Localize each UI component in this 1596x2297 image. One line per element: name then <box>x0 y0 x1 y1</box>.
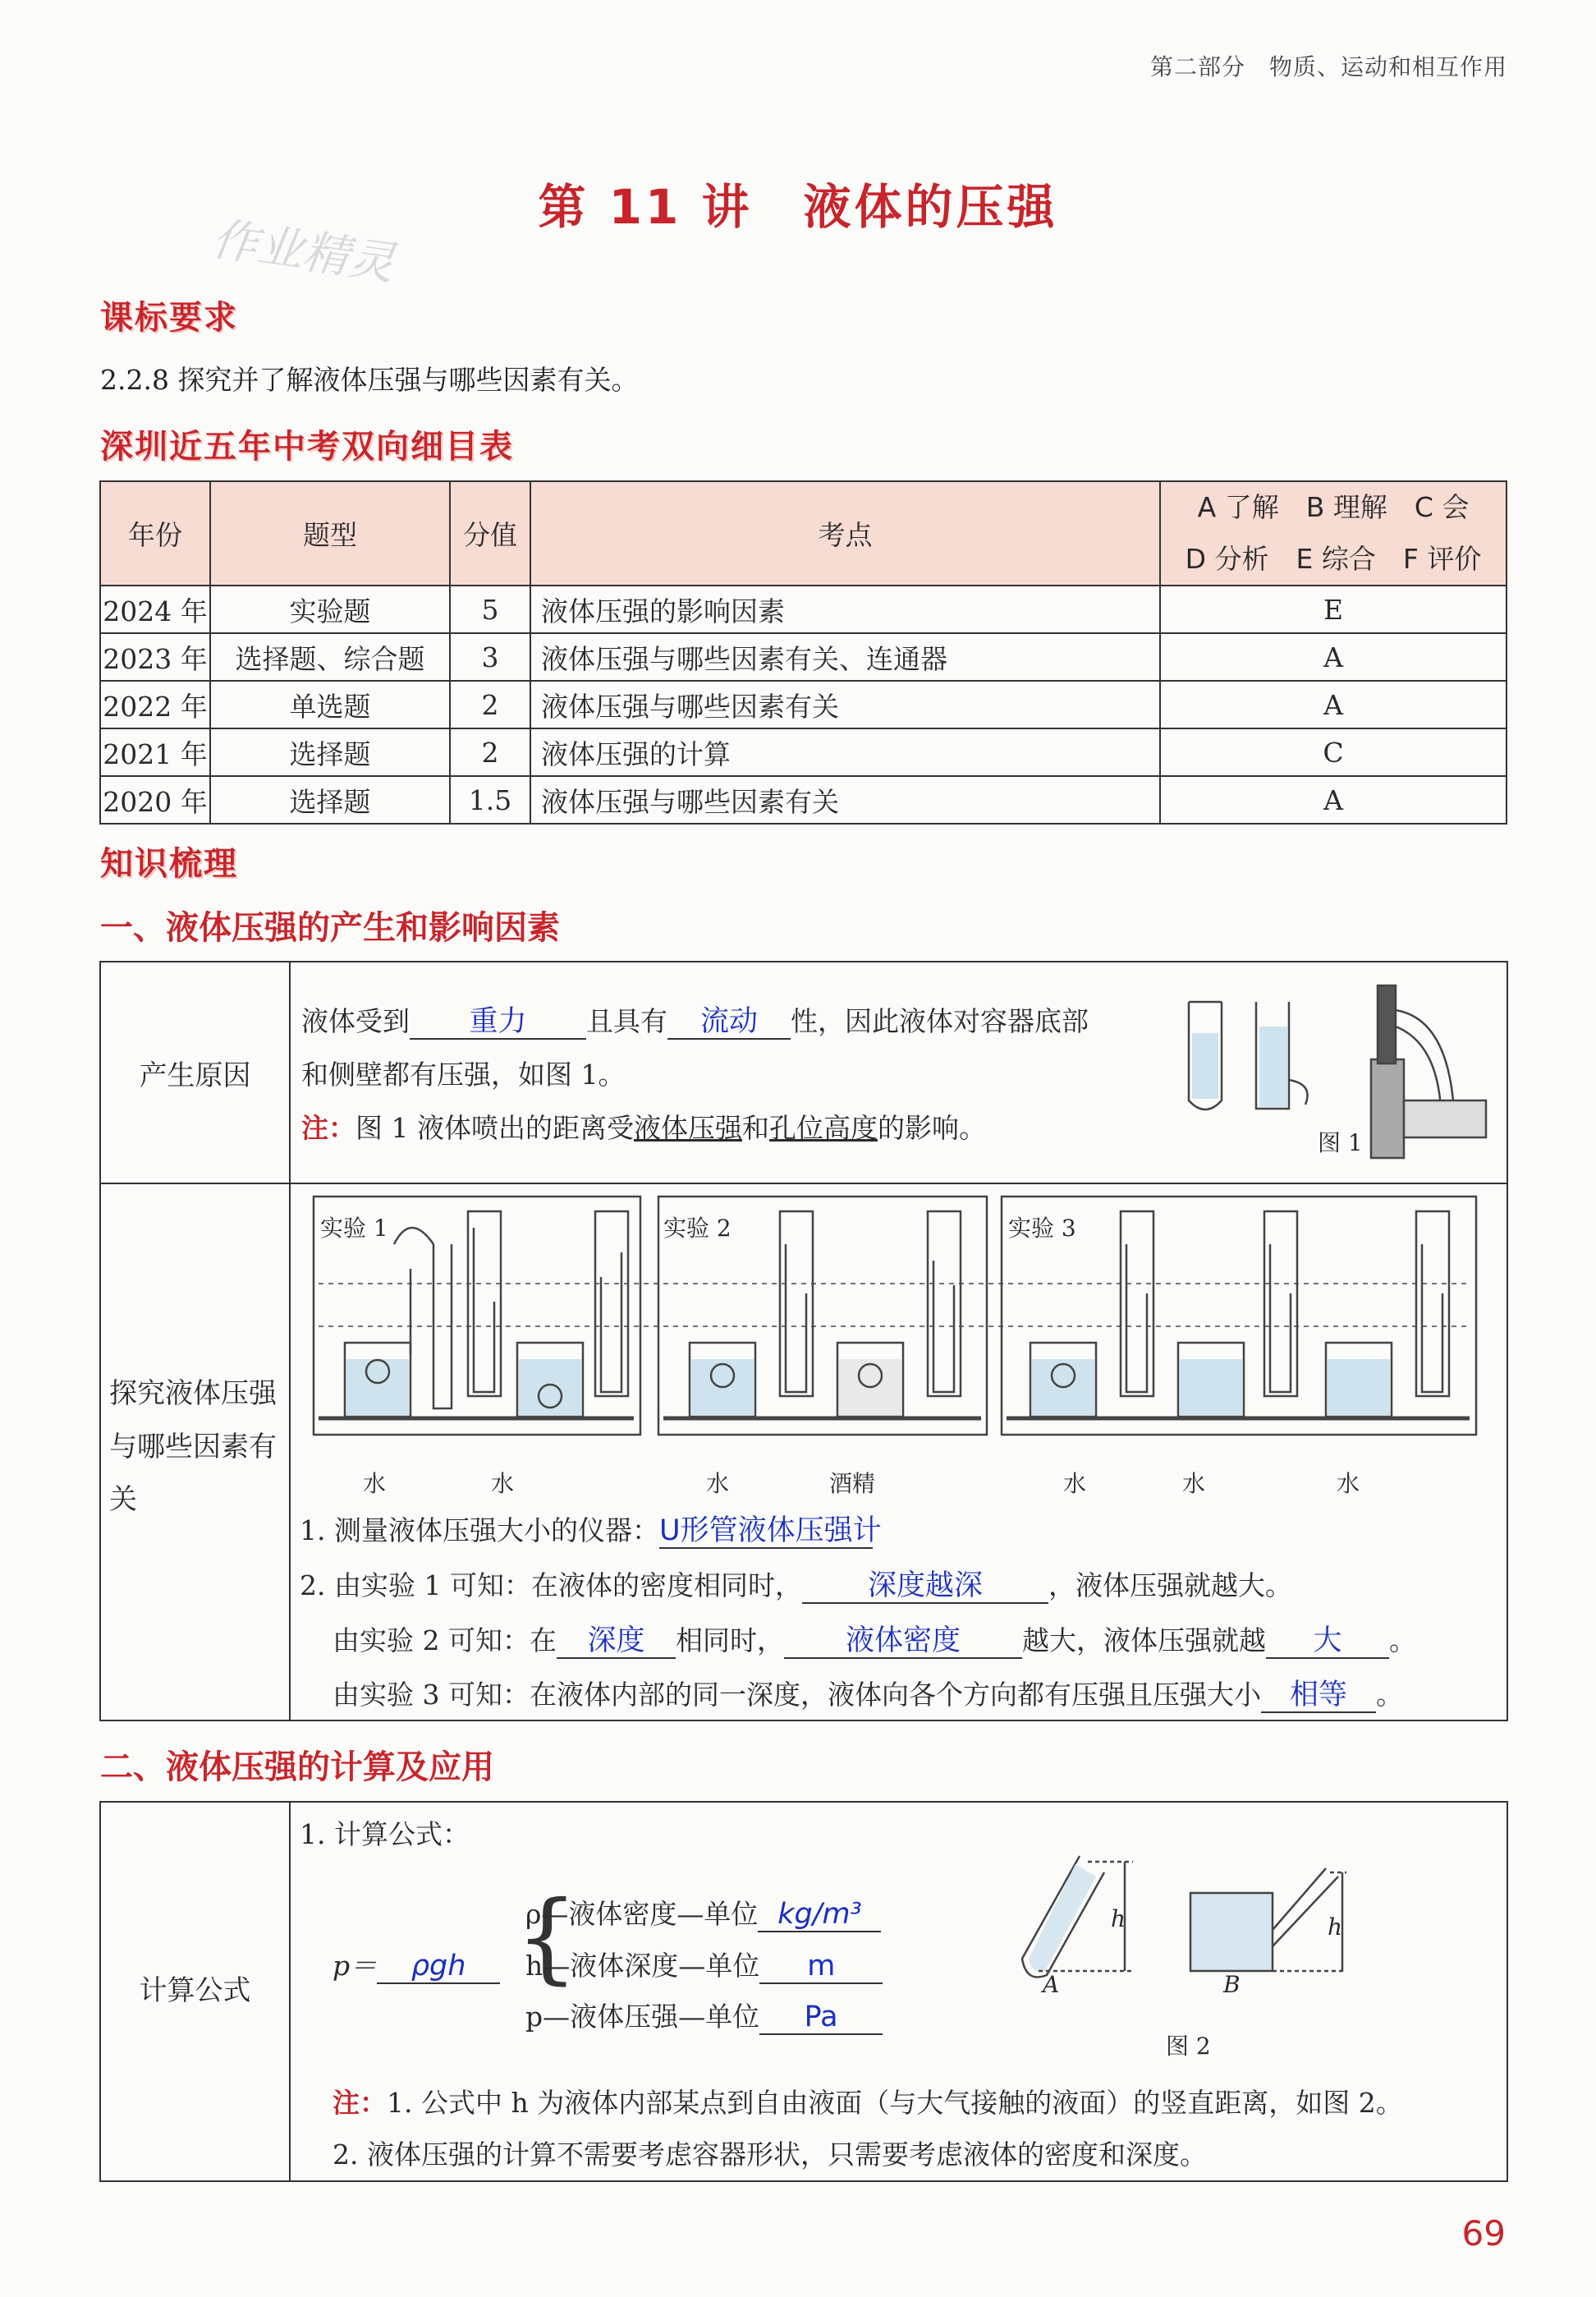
formula-note-1 <box>332 2082 1403 2120</box>
blank-flow: 流动 <box>667 1006 791 1040</box>
q3-text-b: 相同时， <box>675 1624 784 1656</box>
liquid-label-alcohol: 酒精 <box>829 1470 876 1497</box>
part2-divider <box>289 1801 291 2181</box>
row-type: 选择题 <box>210 776 450 824</box>
exam-table <box>99 480 1507 825</box>
rho-text: ρ—液体密度—单位 <box>525 1898 759 1930</box>
part1-divider <box>289 961 291 1720</box>
h-line <box>525 1945 883 1984</box>
height-label: h <box>1111 1905 1126 1932</box>
blank-gravity: 重力 <box>410 1006 586 1040</box>
question-2 <box>300 1564 1292 1604</box>
table-row <box>100 681 1507 728</box>
q4-text-a: 由实验 3 可知：在液体内部的同一深度，液体向各个方向都有压强且压强大小 <box>332 1679 1261 1711</box>
row-point: 液体压强的影响因素 <box>530 586 1160 633</box>
figure-2-illustration <box>1014 1852 1359 2016</box>
q3-text-d: 。 <box>1388 1624 1416 1656</box>
exp3-label: 实验 3 <box>1008 1215 1076 1242</box>
note-underline-1: 液体压强 <box>633 1112 742 1144</box>
question-4 <box>332 1674 1403 1713</box>
row-point: 液体压强与哪些因素有关 <box>530 776 1160 824</box>
col-point: 考点 <box>530 481 1160 586</box>
exam-table-heading: 深圳近五年中考双向细目表 <box>100 428 514 466</box>
cause-note <box>301 1107 986 1146</box>
section-header: 第二部分 物质、运动和相互作用 <box>1149 53 1507 80</box>
lesson-title: 第 11 讲 液体的压强 <box>538 179 1058 235</box>
table-row <box>100 776 1507 824</box>
table-row <box>100 586 1507 633</box>
row-type: 实验题 <box>210 586 450 633</box>
blank-h-unit: m <box>759 1950 883 1984</box>
row-level: E <box>1160 586 1507 633</box>
col-level <box>1160 481 1507 586</box>
row-score: 3 <box>450 633 530 681</box>
note-1-text: 1. 公式中 h 为液体内部某点到自由液面（与大气接触的液面）的竖直距离，如图 2。 <box>387 2087 1403 2119</box>
part2-title: 二、液体压强的计算及应用 <box>100 1748 494 1786</box>
formula-label: 计算公式 <box>139 1974 251 2007</box>
formula-main <box>332 1945 500 1984</box>
liquid-label: 水 <box>491 1470 515 1497</box>
row-point: 液体压强与哪些因素有关、连通器 <box>530 633 1160 681</box>
p-text: p—液体压强—单位 <box>525 2001 760 2033</box>
blank-depth: 深度 <box>557 1625 676 1659</box>
liquid-label: 水 <box>1182 1470 1206 1497</box>
page-number: 69 <box>1461 2213 1506 2253</box>
note-text-a: 图 1 液体喷出的距离受 <box>355 1112 634 1144</box>
blank-density: 液体密度 <box>784 1625 1022 1659</box>
level-header-1: A 了解 B 理解 C 会 <box>1197 491 1470 523</box>
liquid-label: 水 <box>706 1470 730 1497</box>
col-type: 题型 <box>210 481 450 586</box>
liquid-label: 水 <box>1063 1470 1087 1497</box>
note-text-b: 和 <box>741 1112 769 1144</box>
cause-text-c: 性，因此液体对容器底部 <box>791 1005 1089 1037</box>
row-level: A <box>1160 633 1507 681</box>
part1-title: 一、液体压强的产生和影响因素 <box>100 909 560 947</box>
p-line <box>525 1996 883 2035</box>
row-type: 选择题、综合题 <box>210 633 450 681</box>
explore-label-text: 探究液体压强与哪些因素有关 <box>109 1377 277 1517</box>
row-score: 1.5 <box>450 776 530 824</box>
row-score: 2 <box>450 681 530 728</box>
cause-label: 产生原因 <box>139 1059 251 1092</box>
standards-heading: 课标要求 <box>100 299 238 337</box>
p-equals: p＝ <box>332 1950 378 1982</box>
point-a-label: A <box>1043 1971 1060 1998</box>
rho-line <box>525 1893 881 1932</box>
point-b-label: B <box>1223 1971 1241 1998</box>
row-type: 选择题 <box>210 728 450 776</box>
cause-line-1 <box>301 1000 1089 1040</box>
row-level: A <box>1160 776 1507 824</box>
blank-instrument: U形管液体压强计 <box>658 1514 882 1547</box>
formula-brace: { <box>516 1881 579 1995</box>
note-text-c: 的影响。 <box>877 1112 986 1144</box>
exp2-label: 实验 2 <box>663 1215 732 1242</box>
row-level: C <box>1160 728 1507 776</box>
col-score: 分值 <box>450 481 530 586</box>
standards-text: 2.2.8 探究并了解液体压强与哪些因素有关。 <box>100 364 639 396</box>
q2-text-a: 2. 由实验 1 可知：在液体的密度相同时， <box>300 1569 802 1601</box>
question-3 <box>332 1619 1416 1659</box>
explore-label <box>103 1367 294 1527</box>
col-year: 年份 <box>100 481 210 586</box>
q3-text-c: 越大，液体压强就越 <box>1021 1624 1266 1656</box>
row-year: 2022 年 <box>100 681 210 728</box>
blank-formula: ρgh <box>377 1950 500 1984</box>
watermark: 作业精灵 <box>208 212 398 292</box>
row-point: 液体压强与哪些因素有关 <box>530 681 1160 728</box>
formula-note-2: 2. 液体压强的计算不需要考虑容器形状，只需要考虑液体的密度和深度。 <box>332 2139 1207 2171</box>
blank-p-unit: Pa <box>759 2001 883 2035</box>
row-level: A <box>1160 681 1507 728</box>
row-point: 液体压强的计算 <box>530 728 1160 776</box>
question-1 <box>300 1509 882 1549</box>
cause-text-a: 液体受到 <box>301 1005 410 1037</box>
row-score: 5 <box>450 586 530 633</box>
note-label: 注： <box>332 2087 387 2119</box>
blank-depth-deeper: 深度越深 <box>802 1570 1048 1604</box>
formula-heading: 1. 计算公式： <box>300 1818 470 1850</box>
row-year: 2020 年 <box>100 776 210 824</box>
q2-text-b: ，液体压强就越大。 <box>1048 1569 1292 1601</box>
row-year: 2021 年 <box>100 728 210 776</box>
liquid-label: 水 <box>363 1470 387 1497</box>
liquid-label: 水 <box>1337 1470 1360 1497</box>
figure-2-caption: 图 2 <box>1166 2033 1211 2060</box>
q4-text-b: 。 <box>1375 1679 1403 1711</box>
row-year: 2024 年 <box>100 586 210 633</box>
row-year: 2023 年 <box>100 633 210 681</box>
blank-rho-unit: kg/m³ <box>758 1899 881 1932</box>
part1-row-divider <box>99 1183 1507 1184</box>
q1-text: 1. 测量液体压强大小的仪器： <box>300 1514 659 1546</box>
level-header-2: D 分析 E 综合 F 评价 <box>1185 542 1482 575</box>
table-row <box>100 633 1507 681</box>
cause-text-b: 且具有 <box>586 1005 667 1037</box>
cause-line-2: 和侧壁都有压强，如图 1。 <box>301 1059 626 1091</box>
exp1-label: 实验 1 <box>320 1215 388 1242</box>
height-label: h <box>1328 1913 1343 1941</box>
note-label: 注： <box>301 1112 355 1144</box>
h-text: h—液体深度—单位 <box>525 1950 760 1982</box>
figure-1-caption: 图 1 <box>1318 1129 1363 1156</box>
table-row <box>100 728 1507 776</box>
experiments-illustration <box>312 1195 1478 1441</box>
note-underline-2: 孔位高度 <box>768 1112 878 1144</box>
row-score: 2 <box>450 728 530 776</box>
blank-larger: 大 <box>1266 1625 1389 1659</box>
knowledge-heading: 知识梳理 <box>100 845 238 883</box>
q3-text-a: 由实验 2 可知：在 <box>332 1624 557 1656</box>
row-type: 单选题 <box>210 681 450 728</box>
blank-equal: 相等 <box>1261 1679 1376 1713</box>
